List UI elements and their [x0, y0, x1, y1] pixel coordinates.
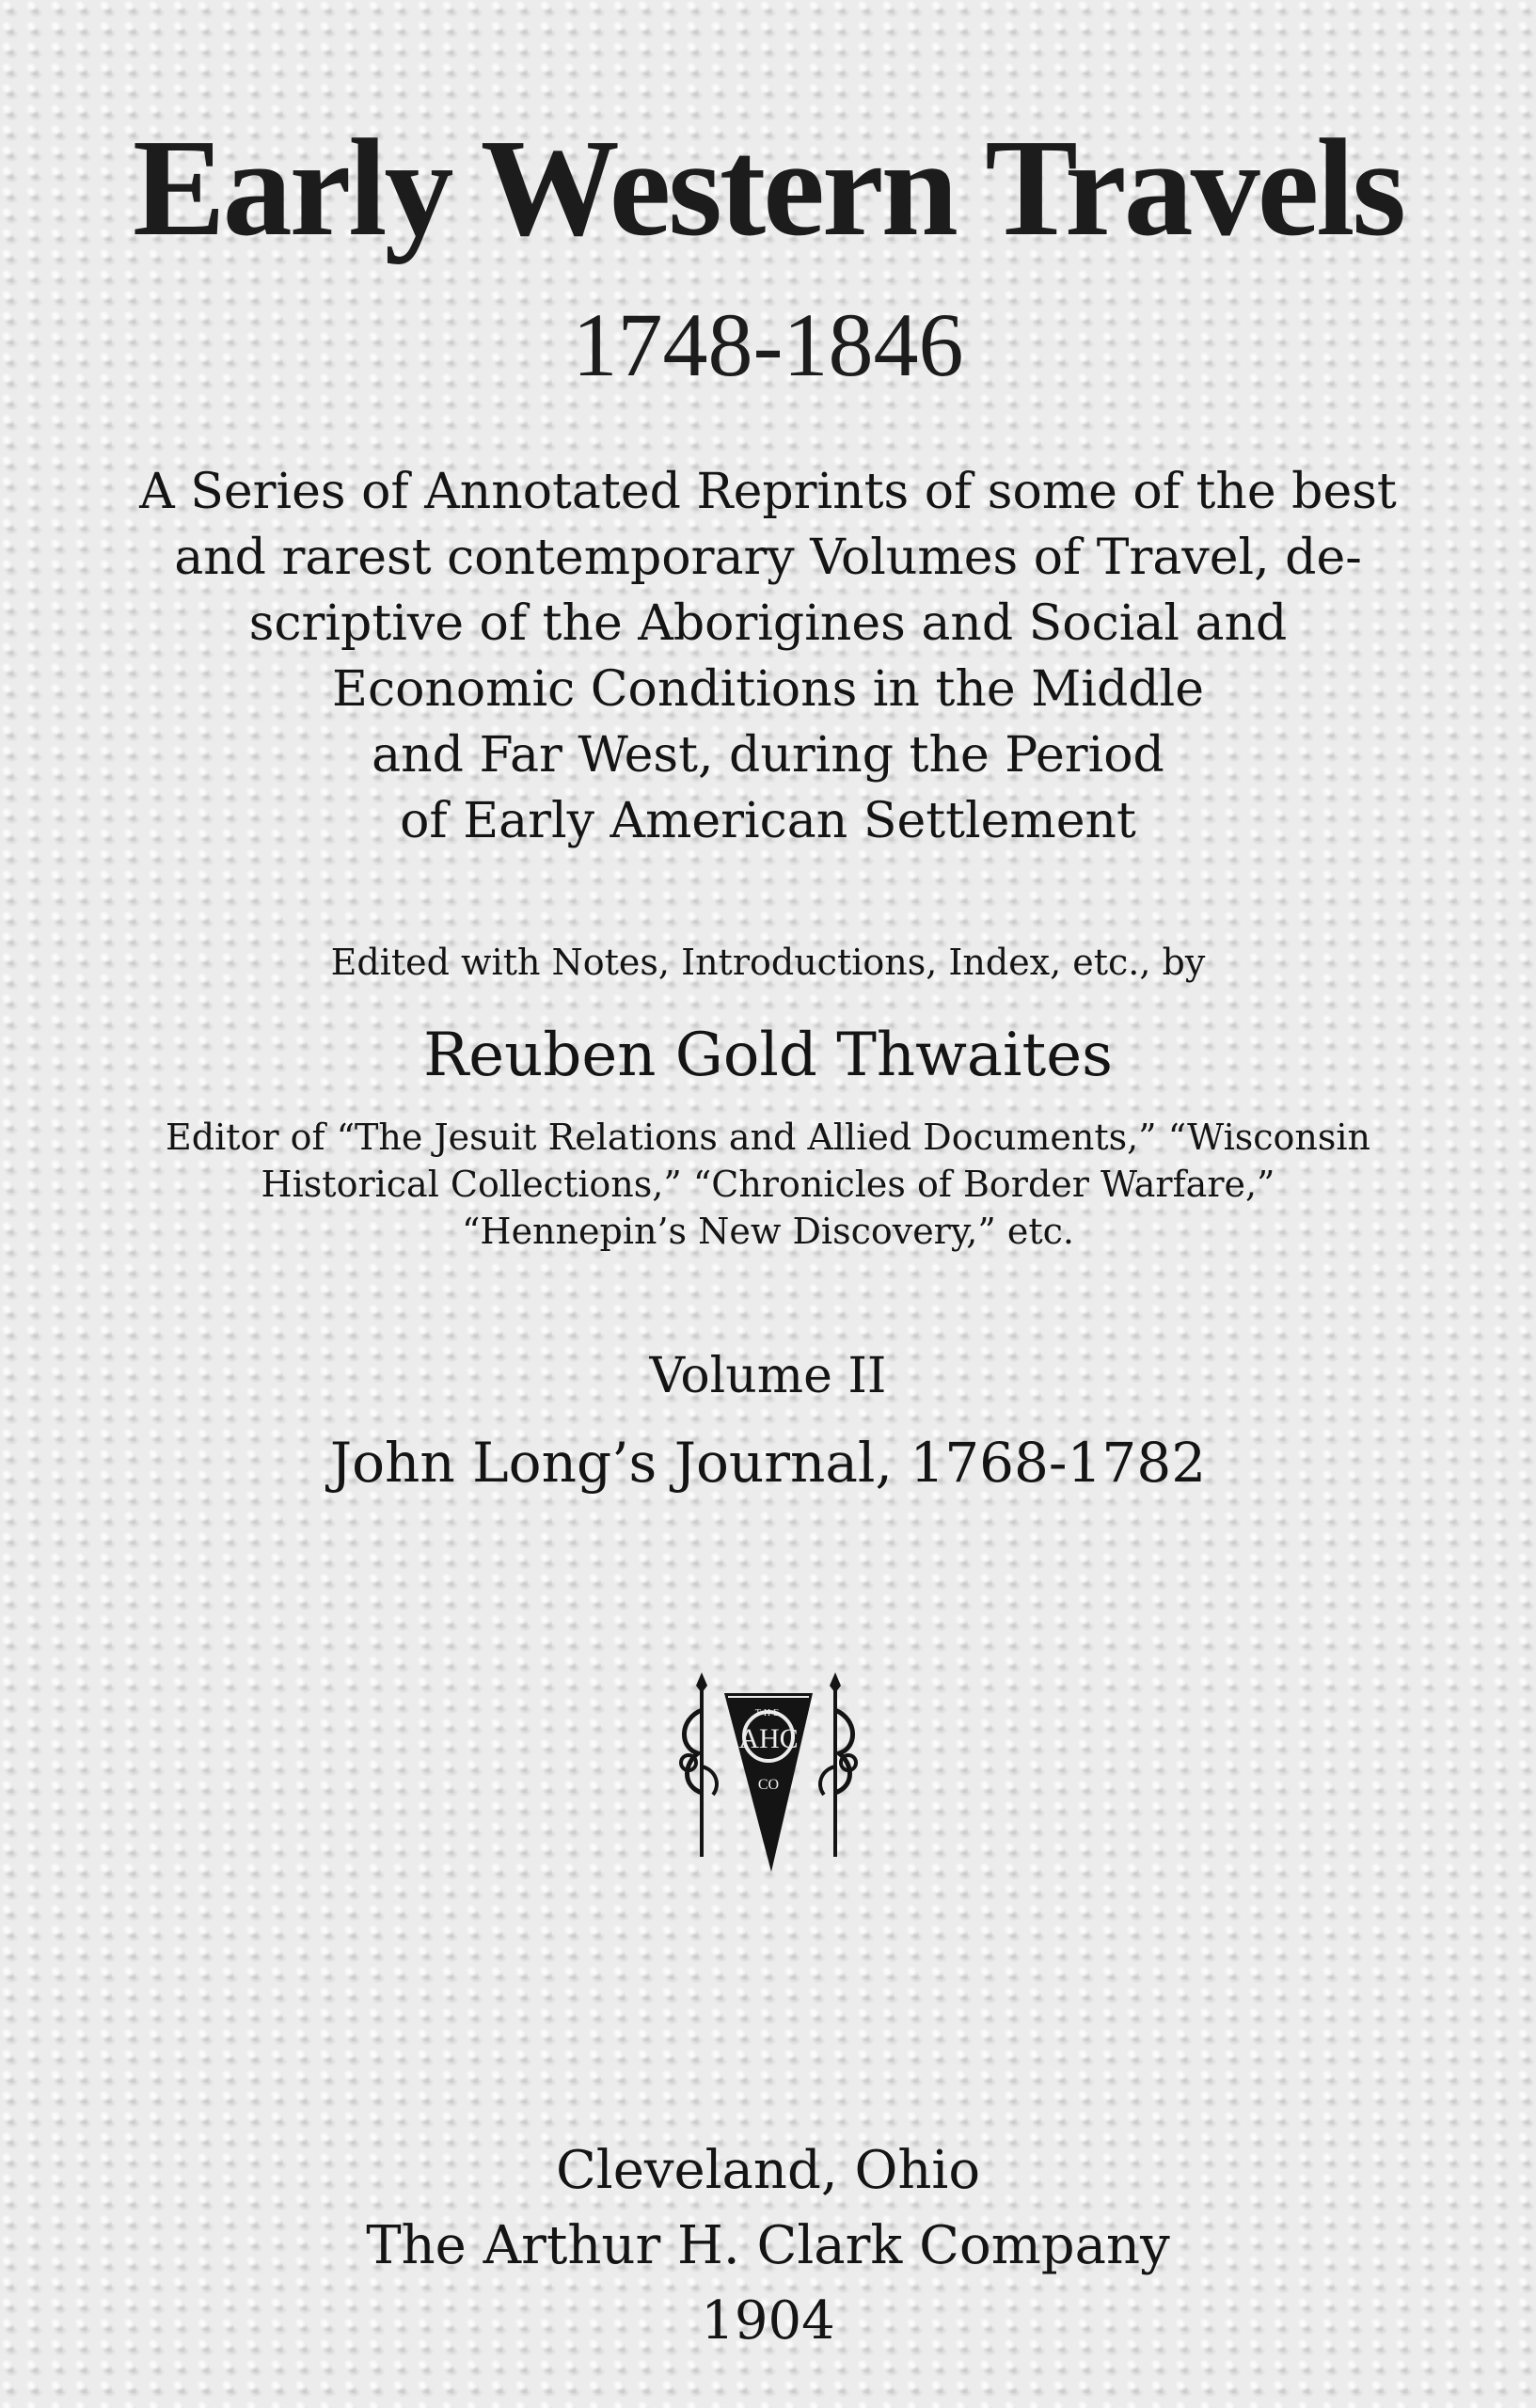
publisher-shield-emblem-icon: [670, 1672, 867, 1879]
volume-subject: John Long’s Journal, 1768-1782: [329, 1431, 1207, 1495]
editor-name: Reuben Gold Thwaites: [423, 1021, 1113, 1090]
emblem-bottom-letters: CO: [757, 1777, 780, 1793]
editor-credentials-line: “Hennepin’s New Discovery,” etc.: [462, 1211, 1074, 1252]
imprint-publisher: The Arthur H. Clark Company: [366, 2215, 1170, 2276]
description-line: scriptive of the Aborigines and Social and: [248, 595, 1288, 652]
editor-credentials-line: Historical Collections,” “Chronicles of Border Warfare,”: [261, 1164, 1275, 1205]
imprint-year: 1904: [701, 2290, 835, 2352]
description-line: and Far West, during the Period: [372, 727, 1164, 784]
volume-number: Volume II: [649, 1348, 887, 1404]
editor-credentials-line: Editor of “The Jesuit Relations and Allied Documents,” “Wisconsin: [166, 1117, 1370, 1158]
description-line: of Early American Settlement: [400, 793, 1136, 849]
emblem-top-letters: THE: [754, 1708, 783, 1719]
book-title: Early Western Travels: [132, 111, 1404, 265]
emblem-monogram: AHC: [738, 1723, 799, 1754]
description-line: A Series of Annotated Reprints of some of the best: [139, 464, 1397, 520]
date-range: 1748-1846: [572, 294, 964, 395]
edited-by-line: Edited with Notes, Introductions, Index, etc., by: [330, 942, 1206, 983]
imprint-place: Cleveland, Ohio: [555, 2140, 981, 2201]
description-line: and rarest contemporary Volumes of Travel, de-: [174, 530, 1362, 586]
description-line: Economic Conditions in the Middle: [331, 661, 1204, 718]
